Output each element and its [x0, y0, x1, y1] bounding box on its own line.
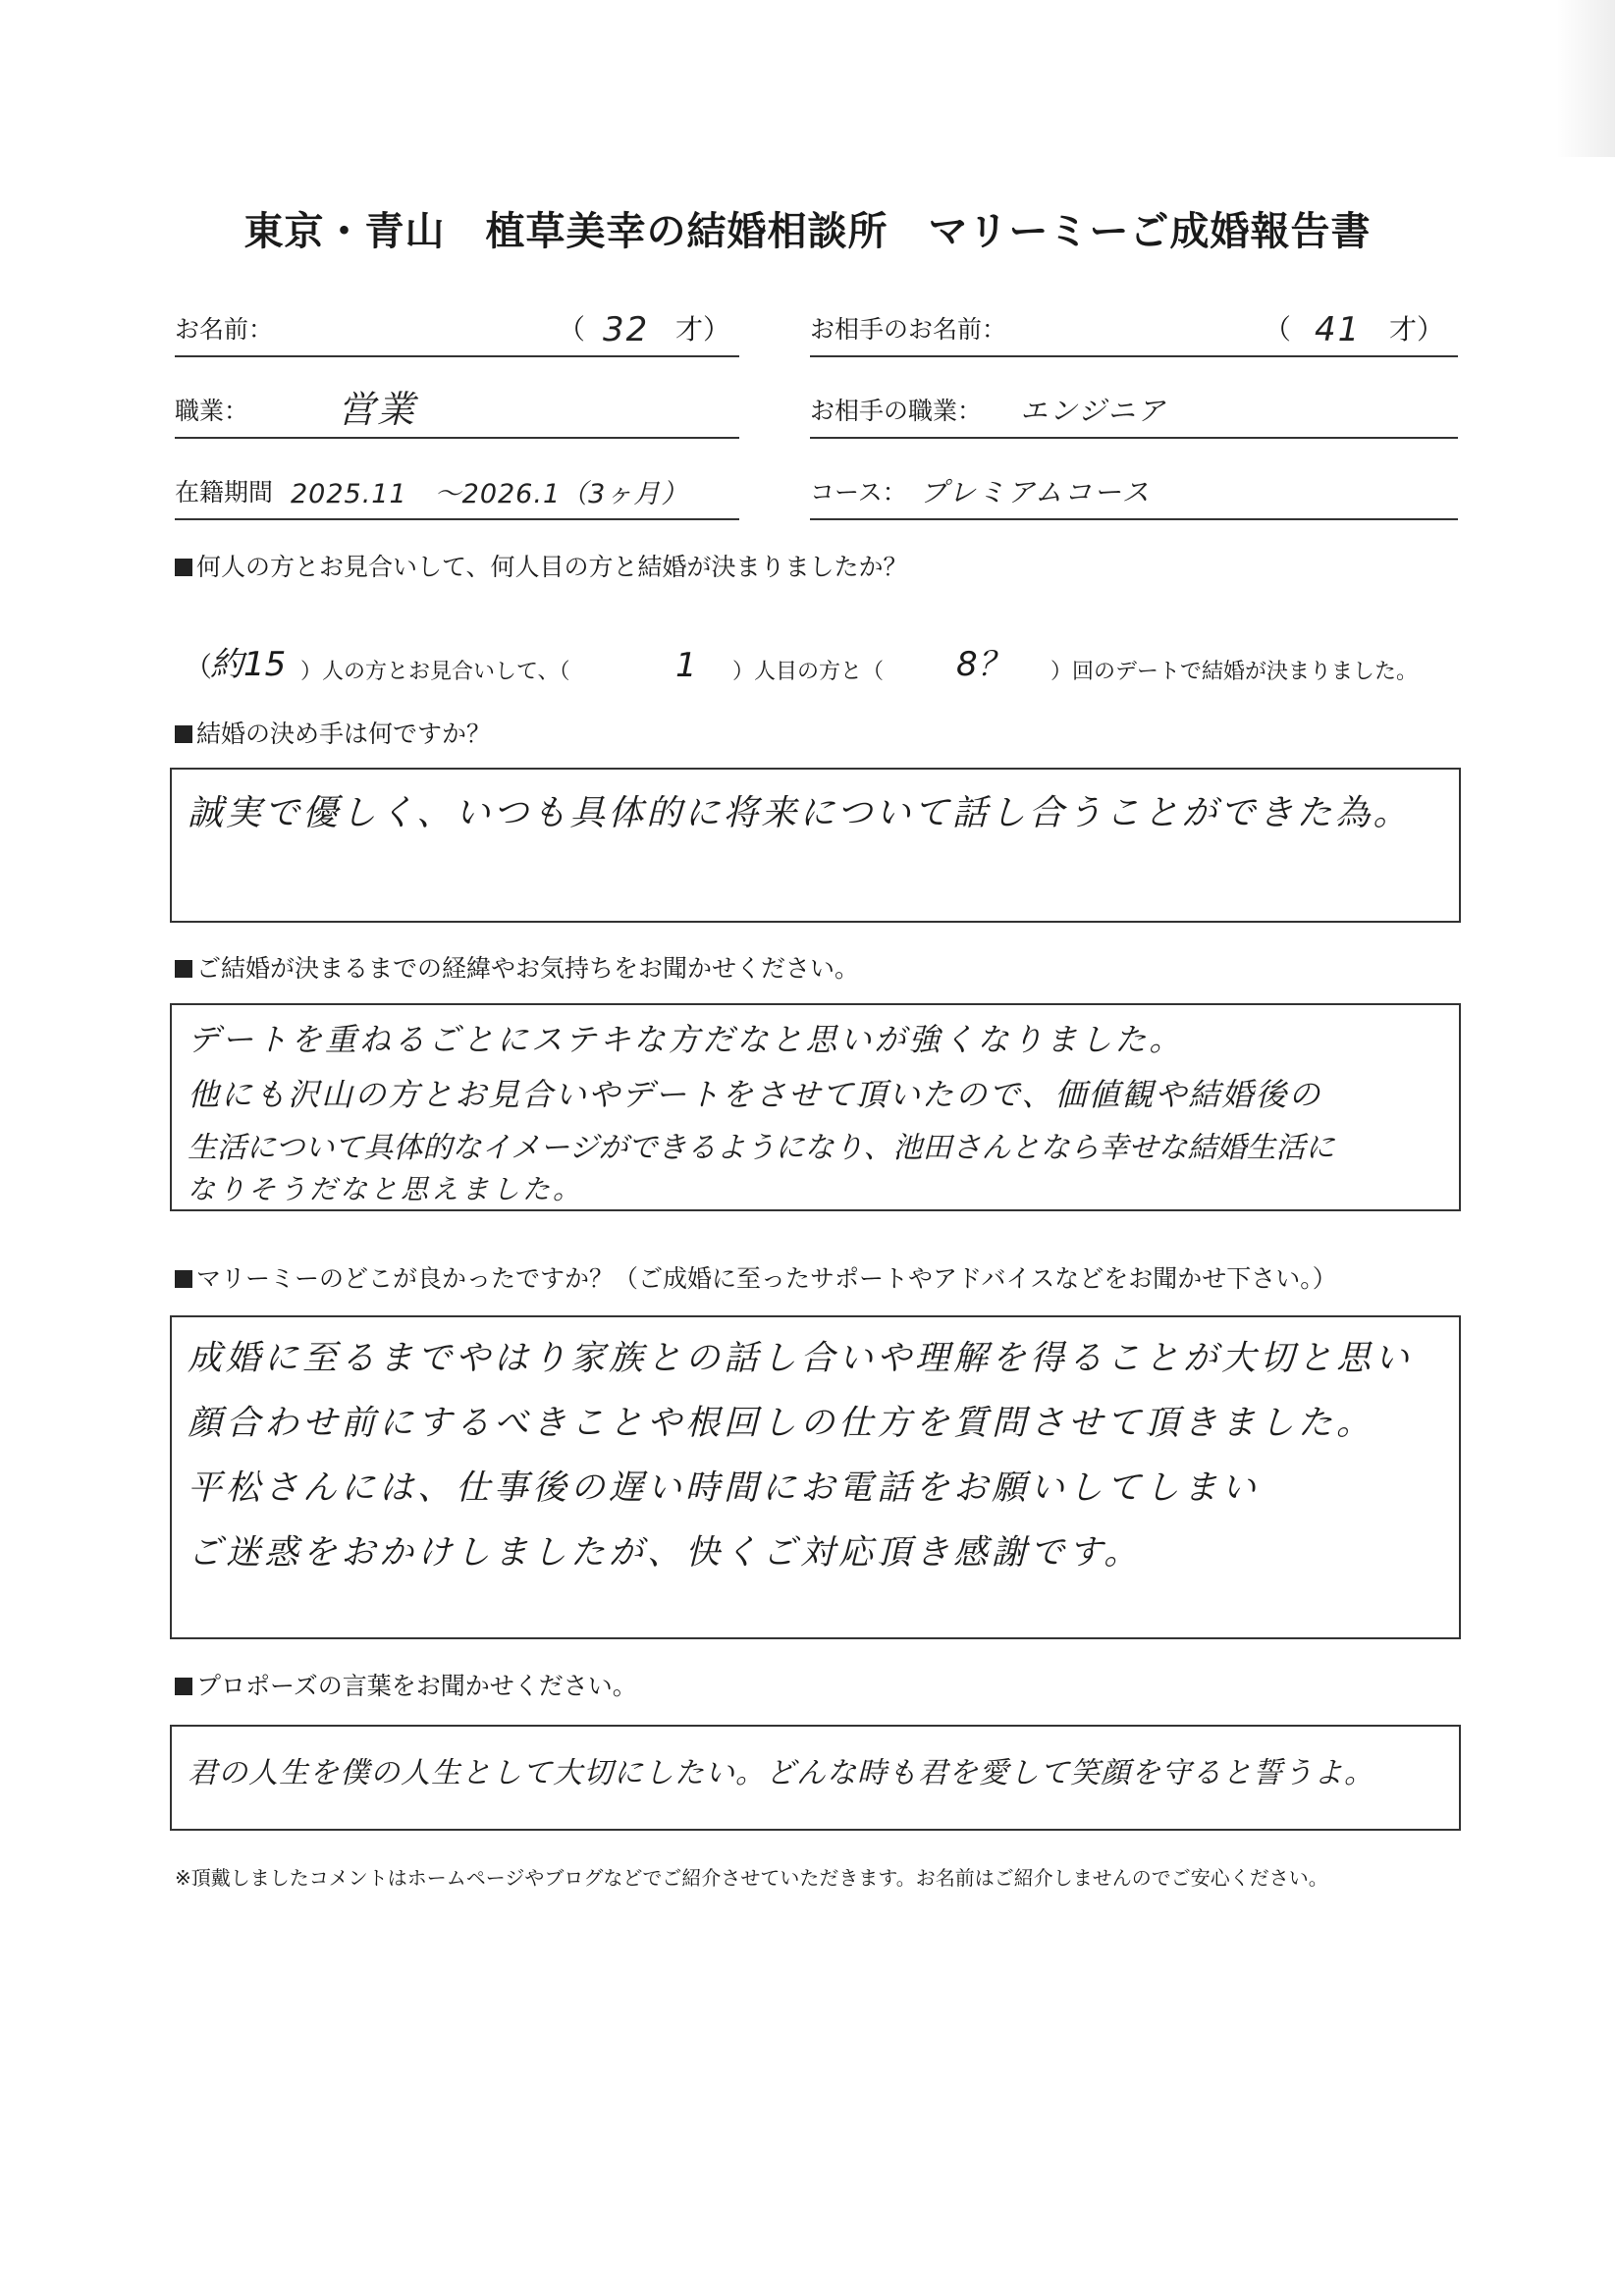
q3-answer-line: 生活について具体的なイメージができるようになり、池田さんとなら幸せな結婚生活に: [188, 1131, 1335, 1165]
q4-answer-line: 成婚に至るまでやはり家族との話し合いや理解を得ることが大切と思い: [188, 1339, 1414, 1378]
q3-answer-line: デートを重ねるごとにステキな方だなと思いが強くなりました。: [188, 1021, 1184, 1058]
partner-age-open: （: [1264, 313, 1292, 346]
q1-count-meetings: 約15: [210, 645, 287, 684]
q1-text1: ）人の方とお見合いして、（: [300, 660, 570, 684]
course-value: プレミアムコース: [920, 476, 1152, 508]
document-title: 東京・青山 植草美幸の結婚相談所 マリーミーご成婚報告書: [243, 209, 1372, 254]
bullet-square-icon: [175, 1270, 192, 1288]
q4-answer-line: ご迷惑をおかけしましたが、快くご対応頂き感謝です。: [188, 1533, 1143, 1573]
q5-answer-box: [170, 1725, 1461, 1831]
q3-answer-line: なりそうだなと思えました。: [188, 1173, 584, 1205]
q1-heading: [175, 548, 908, 583]
partner-name-field: [810, 296, 1458, 357]
age-unit: 才）: [675, 313, 731, 346]
q1-dates: 8？: [956, 645, 1011, 684]
course-label: コース：: [810, 478, 907, 507]
partner-job-label: お相手の職業：: [810, 397, 983, 425]
job-value: 営業: [338, 388, 417, 431]
partner-name-label: お相手のお名前：: [810, 315, 1007, 344]
footer-note: ※頂戴しましたコメントはホームページやブログなどでご紹介させていただきます。お名前はご紹介しませんのでご安心ください。: [175, 1866, 1328, 1890]
partner-job-value: エンジニア: [1020, 395, 1167, 427]
q1-answer-line: [175, 640, 1461, 689]
q4-answer-line: 顔合わせ前にするべきことや根回しの仕方を質問させて頂きました。: [188, 1404, 1375, 1443]
q4-question: マリーミーのどこが良かったですか？（ご成婚に至ったサポートやアドバイスなどをお聞かせ下さい。）: [196, 1264, 1337, 1293]
period-value: 2025.11 ～2026.1（3ヶ月）: [291, 479, 689, 509]
q1-open: （: [185, 651, 213, 683]
q2-heading: [175, 715, 491, 750]
q3-heading: [175, 949, 859, 985]
course-field: [810, 459, 1458, 520]
q5-question: プロポーズの言葉をお聞かせください。: [196, 1672, 637, 1700]
q4-heading: [175, 1259, 1337, 1295]
q2-question: 結婚の決め手は何ですか？: [196, 720, 492, 748]
q1-text2: ）人目の方と（: [732, 660, 885, 684]
bullet-square-icon: [175, 559, 192, 576]
age-open: （: [558, 313, 586, 346]
name-label: お名前：: [175, 315, 274, 344]
q1-question: 何人の方とお見合いして、何人目の方と結婚が決まりましたか？: [196, 553, 908, 581]
q3-answer-line: 他にも沢山の方とお見合いやデートをさせて頂いたので、価値観や結婚後の: [188, 1076, 1322, 1113]
q4-answer-box: [170, 1315, 1461, 1639]
q5-heading: [175, 1667, 637, 1702]
q5-answer-line: 君の人生を僕の人生として大切にしたい。どんな時も君を愛して笑顔を守ると誓うよ。: [188, 1756, 1374, 1790]
partner-age-unit: 才）: [1389, 313, 1445, 346]
period-label: 在籍期間: [175, 478, 274, 507]
bullet-square-icon: [175, 960, 192, 978]
bullet-square-icon: [175, 1678, 192, 1695]
q3-question: ご結婚が決まるまでの経緯やお気持ちをお聞かせください。: [196, 954, 860, 983]
q1-text3: ）回のデートで結婚が決まりました。: [1050, 660, 1419, 684]
job-field: [175, 378, 739, 439]
name-field: [175, 296, 739, 357]
q1-nth-person: 1: [675, 646, 697, 685]
q2-answer-box: [170, 768, 1461, 923]
period-field: [175, 459, 739, 520]
age-value: 32: [603, 310, 650, 349]
q3-answer-box: [170, 1003, 1461, 1211]
q2-answer-line: 誠実で優しく、いつも具体的に将来について話し合うことができた為。: [188, 793, 1412, 833]
bullet-square-icon: [175, 725, 192, 743]
scan-shadow: [1556, 0, 1615, 157]
partner-age-value: 41: [1315, 310, 1362, 349]
job-label: 職業：: [175, 397, 249, 425]
partner-job-field: [810, 378, 1458, 439]
q4-answer-line: 平松さんには、仕事後の遅い時間にお電話をお願いしてしまい: [188, 1468, 1261, 1508]
